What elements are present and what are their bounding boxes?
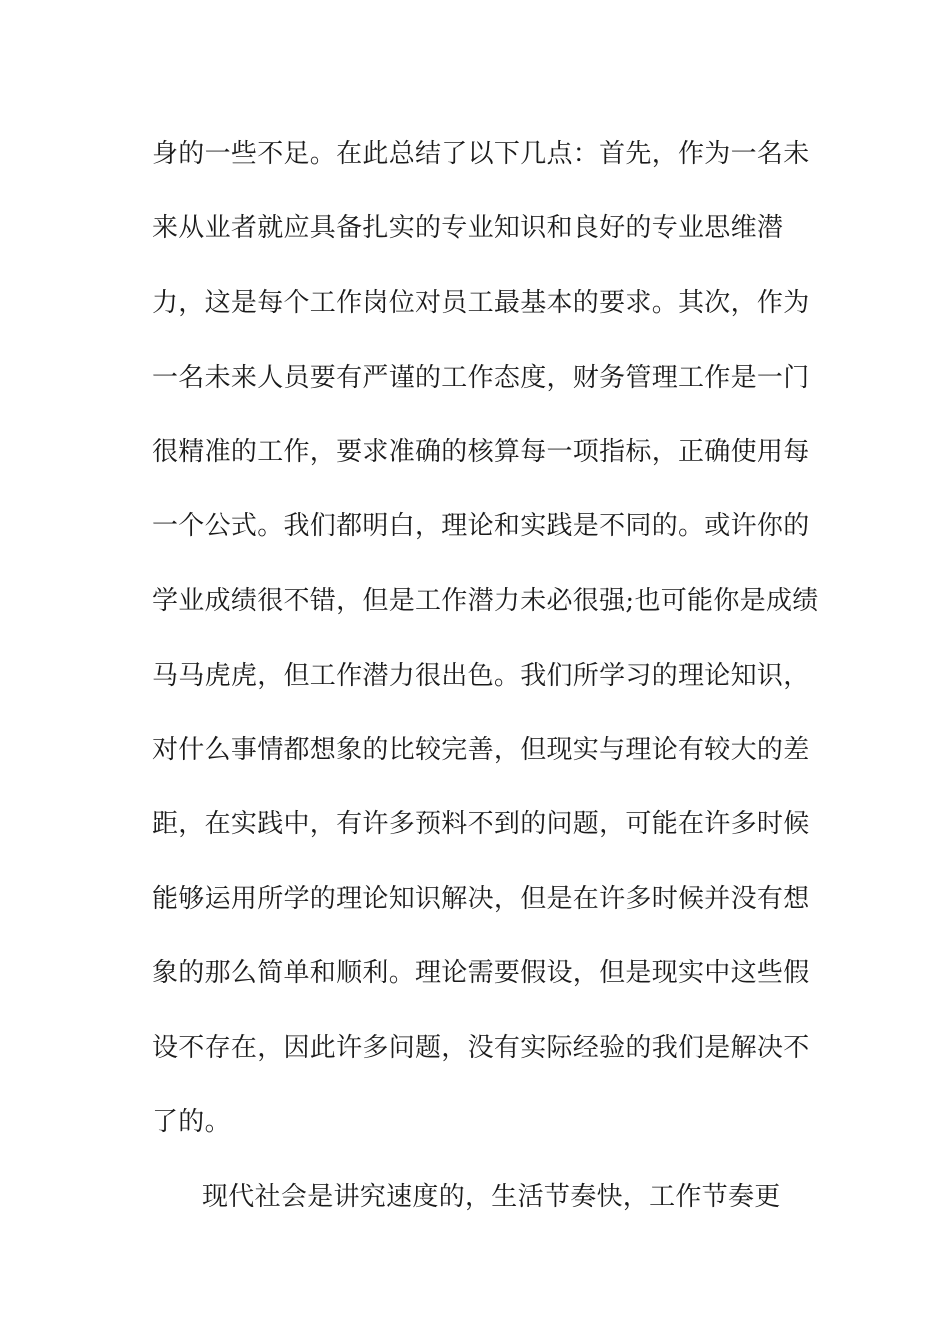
paragraph-first-line: 现代社会是讲究速度的，生活节奏快，工作节奏更 — [202, 1182, 781, 1212]
text-line: 身的一些不足。在此总结了以下几点：首先，作为一名未 — [152, 139, 810, 169]
text-line: 象的那么简单和顺利。理论需要假设，但是现实中这些假 — [152, 958, 810, 988]
text-line: 一名未来人员要有严谨的工作态度，财务管理工作是一门 — [152, 363, 810, 393]
text-line: 来从业者就应具备扎实的专业知识和良好的专业思维潜 — [152, 213, 784, 243]
text-line: 设不存在，因此许多问题，没有实际经验的我们是解决不 — [152, 1033, 810, 1063]
text-line: 了的。 — [152, 1107, 231, 1137]
text-line: 很精准的工作，要求准确的核算每一项指标，正确使用每 — [152, 437, 810, 467]
text-line: 力，这是每个工作岗位对员工最基本的要求。其次，作为 — [152, 288, 810, 318]
text-line: 能够运用所学的理论知识解决，但是在许多时候并没有想 — [152, 884, 810, 914]
text-line: 学业成绩很不错，但是工作潜力未必很强;也可能你是成绩 — [152, 586, 819, 616]
text-line: 一个公式。我们都明白，理论和实践是不同的。或许你的 — [152, 511, 810, 541]
text-line: 马马虎虎，但工作潜力很出色。我们所学习的理论知识， — [152, 661, 810, 691]
text-line: 距，在实践中，有许多预料不到的问题，可能在许多时候 — [152, 809, 810, 839]
text-line: 对什么事情都想象的比较完善，但现实与理论有较大的差 — [152, 735, 810, 765]
